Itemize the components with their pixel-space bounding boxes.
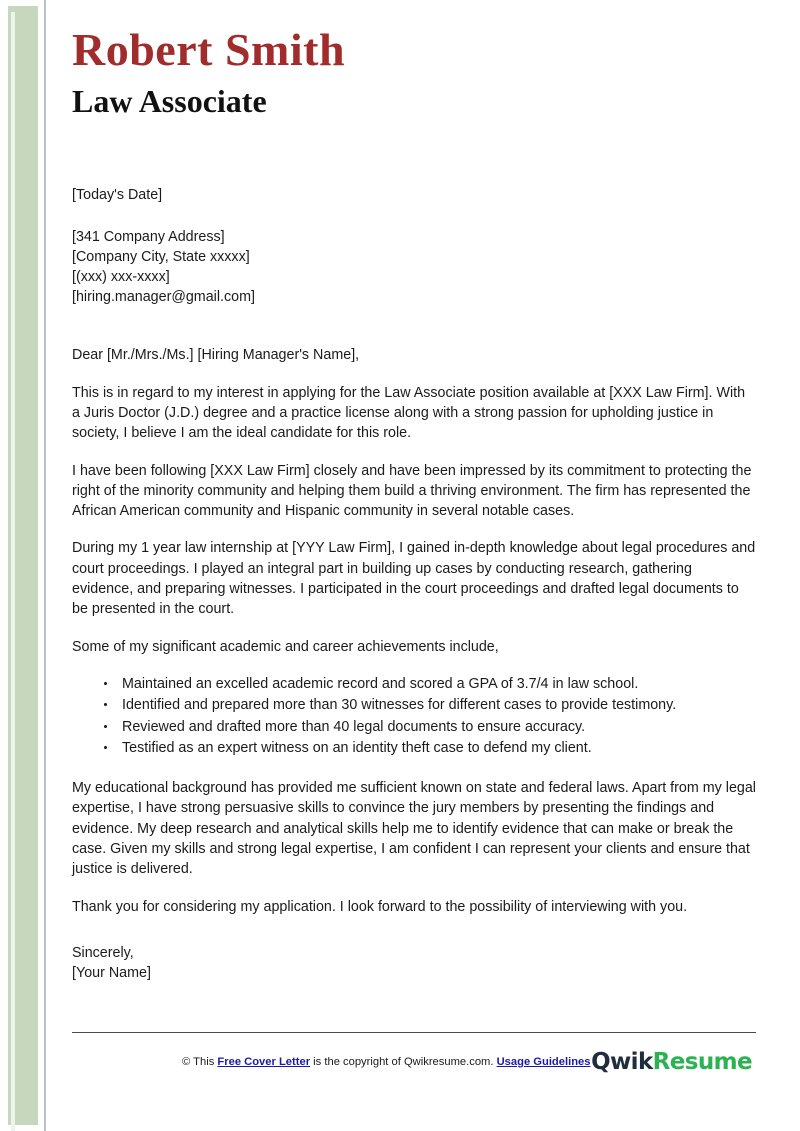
recipient-address-line1: [341 Company Address]: [72, 228, 225, 245]
closing-paragraph-2: Thank you for considering my application. I look forward to the possibility of interviewing with you.: [72, 898, 688, 915]
body-paragraph-1: This is in regard to my interest in applying for the Law Associate position available at [XXX Law Firm]. With a Juris Doctor (J.D.) degree and a practice license along with a strong passion for upholding justice in society, I believe I am the ideal candidate for this role.: [72, 384, 746, 442]
list-item-label: Maintained an excelled academic record and scored a GPA of 3.7/4 in law school.: [122, 675, 639, 692]
recipient-email: [hiring.manager@gmail.com]: [72, 289, 255, 306]
recipient-phone: [(xxx) xxx-xxxx]: [72, 269, 170, 286]
applicant-job-title: Law Associate: [72, 83, 267, 120]
body-paragraph-3: During my 1 year law internship at [YYY Law Firm], I gained in-depth knowledge about legal procedures and court proceedings. I played an integral part in building up cases by conducting research, gathering evidence, and preparing witnesses. I participated in the court proceedings and drafted legal documents to be presented in the court.: [72, 540, 756, 618]
free-cover-letter-link[interactable]: Free Cover Letter: [217, 1056, 311, 1068]
bullet-icon: [104, 682, 107, 685]
applicant-name: Robert Smith: [72, 24, 346, 75]
copyright-notice: [72, 1056, 590, 1068]
list-item: [72, 717, 756, 737]
salutation: Dear [Mr./Mrs./Ms.] [Hiring Manager's Name],: [72, 347, 360, 364]
recipient-address-line2: [Company City, State xxxxx]: [72, 248, 250, 265]
date-line: [Today's Date]: [72, 187, 163, 204]
signature-name: [Your Name]: [72, 965, 151, 982]
brand-name-part1: Qwik: [591, 1049, 653, 1075]
copyright-prefix: © This: [182, 1056, 218, 1068]
list-item: [72, 674, 756, 694]
list-item-label: Testified as an expert witness on an identity theft case to defend my client.: [122, 739, 592, 756]
brand-name-part2: Resume: [652, 1049, 752, 1075]
copyright-middle: is the copyright of Qwikresume.com.: [310, 1056, 497, 1068]
bullet-icon: [104, 725, 107, 728]
list-item: [72, 738, 756, 758]
valediction: Sincerely,: [72, 944, 134, 961]
achievements-lead-in: Some of my significant academic and career achievements include,: [72, 638, 499, 655]
decorative-side-band: [8, 6, 38, 1125]
footer-row: [72, 1049, 756, 1075]
side-divider-line: [44, 0, 46, 1131]
bullet-icon: [104, 703, 107, 706]
closing-paragraph-1: My educational background has provided me sufficient known on state and federal laws. Apart from my legal expertise, I have strong persuasive skills to convince the jury members by presenting the findings and evidence. My deep research and analytical skills help me to identify evidence that can make or break the case. Given my skills and strong legal expertise, I am confident I can represent your clients and ensure that justice is delivered.: [72, 780, 756, 878]
list-item-label: Reviewed and drafted more than 40 legal documents to ensure accuracy.: [122, 718, 586, 735]
body-paragraph-2: I have been following [XXX Law Firm] closely and have been impressed by its commitment to protecting the right of the minority community and helping them build a thriving environment. The firm has represented the African American community and Hispanic community in several notable cases.: [72, 462, 752, 520]
letter-content: [72, 0, 756, 1131]
letter-body: [72, 185, 756, 983]
letter-header: [72, 0, 756, 119]
qwikresume-logo: [591, 1049, 756, 1075]
recipient-block: [72, 227, 756, 308]
list-item: [72, 695, 756, 715]
page-footer: [72, 1032, 756, 1075]
achievements-list: [72, 674, 756, 758]
bullet-icon: [104, 746, 107, 749]
signoff-block: [72, 943, 756, 984]
footer-divider: [72, 1032, 756, 1033]
side-band-highlight: [11, 12, 15, 1131]
list-item-label: Identified and prepared more than 30 witnesses for different cases to provide testimony.: [122, 697, 677, 714]
usage-guidelines-link[interactable]: Usage Guidelines: [496, 1056, 591, 1068]
